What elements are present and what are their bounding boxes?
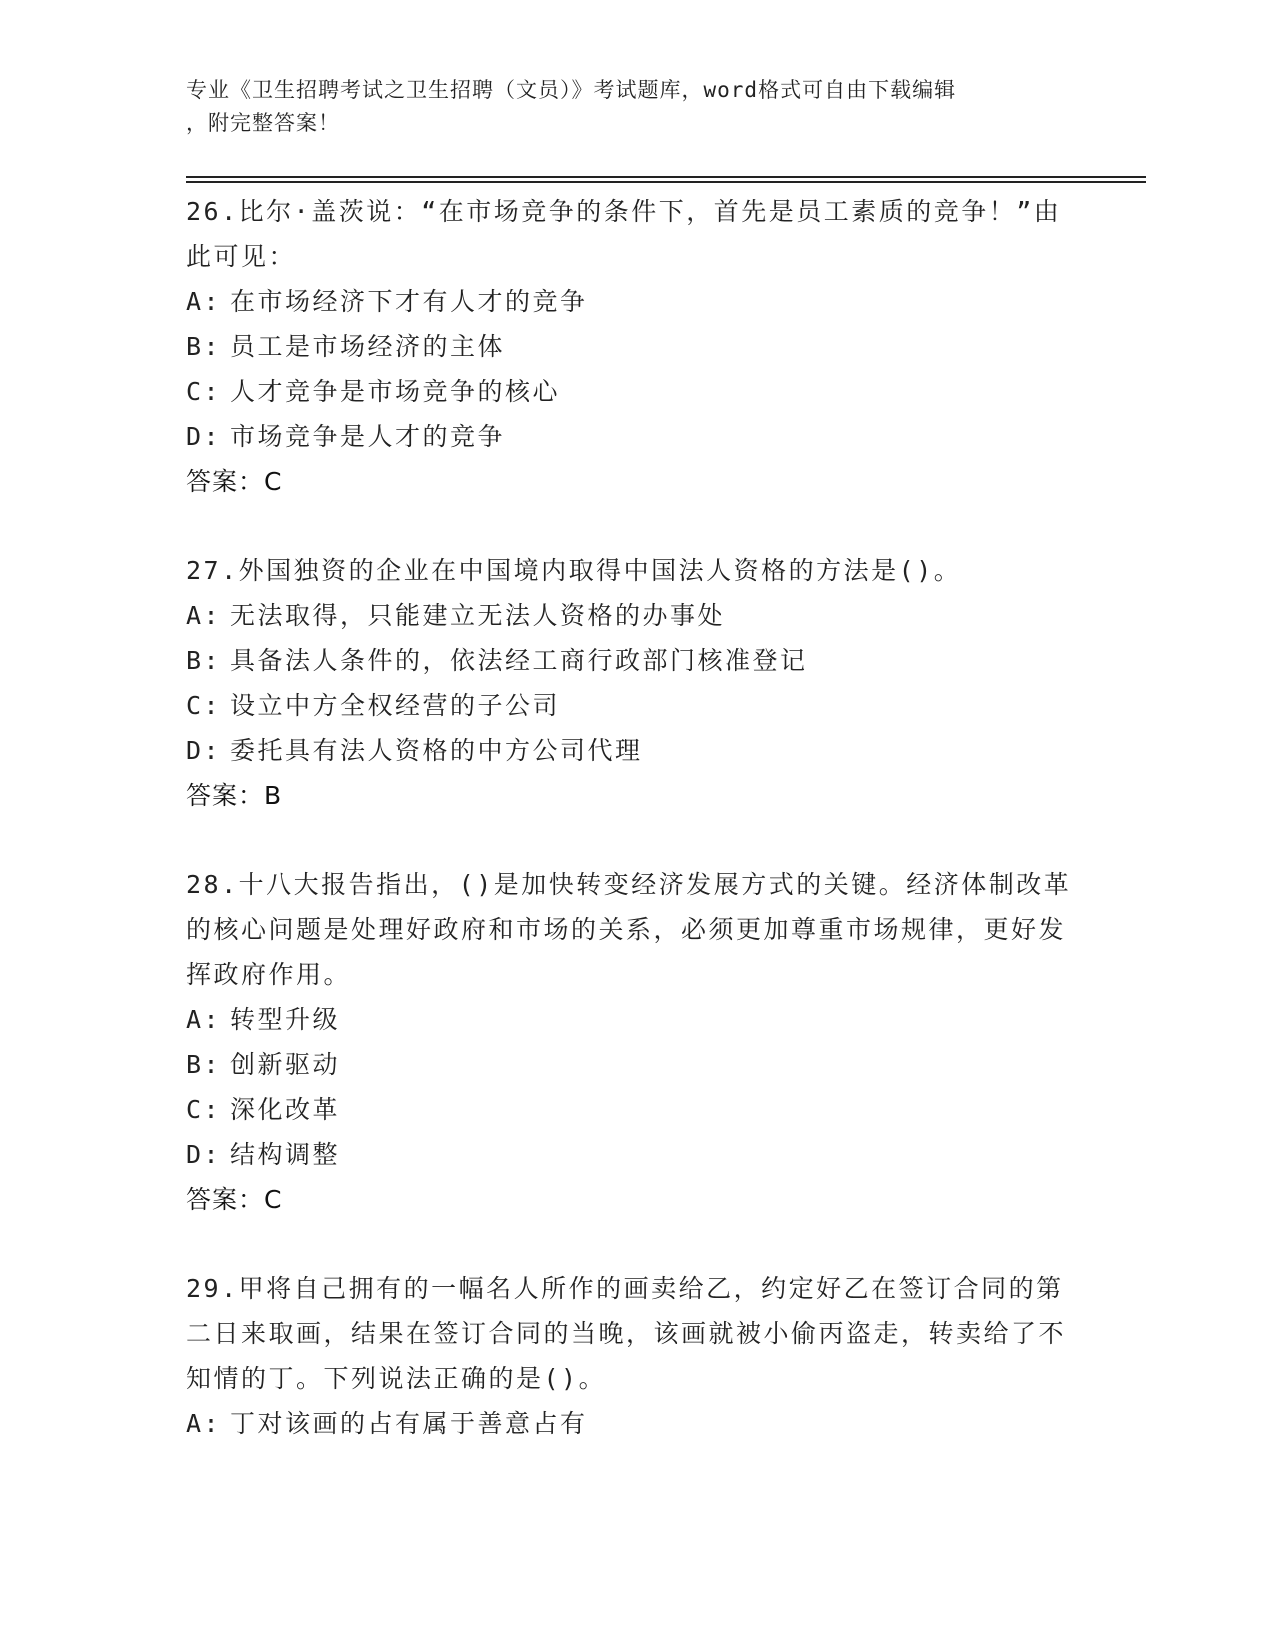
option-a — [186, 997, 1086, 1042]
option-d — [186, 728, 1086, 773]
option-b — [186, 324, 1086, 369]
question-stem: 27.外国独资的企业在中国境内取得中国法人资格的方法是()。 — [186, 556, 962, 585]
option-b — [186, 638, 1086, 683]
option-text: 设立中方全权经营的子公司 — [230, 691, 561, 720]
option-letter: D: — [186, 736, 222, 765]
option-letter: A: — [186, 287, 222, 316]
option-letter: B: — [186, 1050, 222, 1079]
question-29 — [186, 1266, 1086, 1446]
header-line-1: 专业《卫生招聘考试之卫生招聘（文员）》考试题库，word格式可自由下载编辑 — [186, 78, 957, 102]
question-27 — [186, 548, 1086, 818]
option-b — [186, 1042, 1086, 1087]
option-letter: B: — [186, 332, 222, 361]
option-c — [186, 683, 1086, 728]
answer-line: 答案：C — [186, 467, 283, 496]
option-text: 市场竞争是人才的竞争 — [230, 422, 506, 451]
header-divider-bottom — [186, 181, 1146, 183]
option-letter: D: — [186, 1140, 222, 1169]
option-text: 创新驱动 — [230, 1050, 341, 1079]
question-list — [186, 189, 1086, 1490]
document-header — [186, 74, 1066, 140]
option-letter: C: — [186, 377, 222, 406]
option-letter: D: — [186, 422, 222, 451]
option-c — [186, 1087, 1086, 1132]
option-text: 员工是市场经济的主体 — [230, 332, 506, 361]
option-letter: B: — [186, 646, 222, 675]
question-stem: 28.十八大报告指出，()是加快转变经济发展方式的关键。经济体制改革的核心问题是处理好政府和市场的关系，必须更加尊重市场规律，更好发挥政府作用。 — [186, 870, 1072, 989]
option-text: 结构调整 — [230, 1140, 341, 1169]
option-letter: A: — [186, 601, 222, 630]
question-28 — [186, 862, 1086, 1222]
option-d — [186, 1132, 1086, 1177]
header-line-2: ，附完整答案！ — [186, 111, 340, 135]
answer-line: 答案：C — [186, 1185, 283, 1214]
option-a — [186, 593, 1086, 638]
header-divider-top — [186, 176, 1146, 178]
option-text: 在市场经济下才有人才的竞争 — [230, 287, 588, 316]
option-text: 委托具有法人资格的中方公司代理 — [230, 736, 643, 765]
option-text: 具备法人条件的，依法经工商行政部门核准登记 — [230, 646, 808, 675]
option-text: 人才竞争是市场竞争的核心 — [230, 377, 561, 406]
option-text: 深化改革 — [230, 1095, 341, 1124]
question-stem: 29.甲将自己拥有的一幅名人所作的画卖给乙，约定好乙在签订合同的第二日来取画，结果在签订合同的当晚，该画就被小偷丙盗走，转卖给了不知情的丁。下列说法正确的是()。 — [186, 1274, 1067, 1393]
option-letter: A: — [186, 1409, 222, 1438]
option-letter: A: — [186, 1005, 222, 1034]
question-26 — [186, 189, 1086, 504]
option-letter: C: — [186, 691, 222, 720]
option-text: 丁对该画的占有属于善意占有 — [230, 1409, 588, 1438]
option-a — [186, 1401, 1086, 1446]
option-c — [186, 369, 1086, 414]
option-a — [186, 279, 1086, 324]
option-text: 转型升级 — [230, 1005, 341, 1034]
answer-line: 答案：B — [186, 781, 283, 810]
option-letter: C: — [186, 1095, 222, 1124]
option-text: 无法取得，只能建立无法人资格的办事处 — [230, 601, 726, 630]
question-stem: 26.比尔·盖茨说：“在市场竞争的条件下，首先是员工素质的竞争！”由此可见： — [186, 197, 1062, 271]
option-d — [186, 414, 1086, 459]
